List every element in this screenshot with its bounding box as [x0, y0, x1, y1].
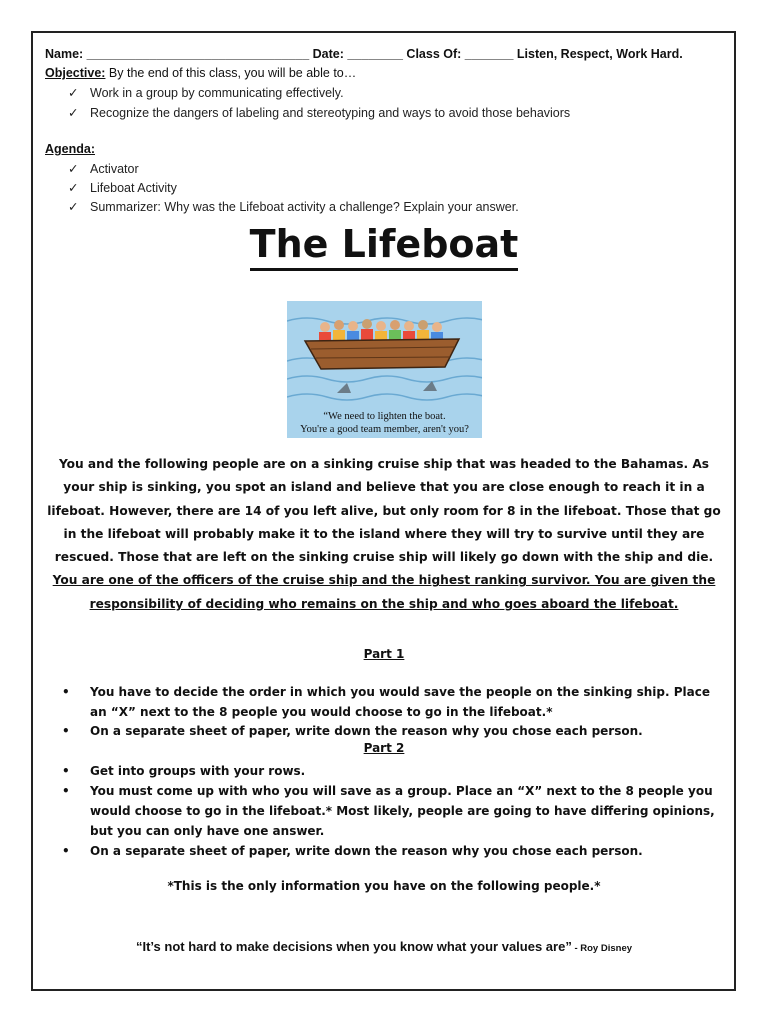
objective-label: Objective:: [45, 66, 106, 80]
checkmark-icon: ✓: [68, 200, 79, 214]
objective-text: By the end of this class, you will be able to…: [105, 66, 357, 80]
objective-item: ✓ Recognize the dangers of labeling and stereotyping and ways to avoid those behaviors: [68, 106, 571, 120]
list-item: • Get into groups with your rows.: [62, 761, 727, 781]
scenario-paragraph: [44, 453, 724, 616]
bullet-icon: •: [62, 724, 70, 738]
agenda-item: ✓ Activator: [68, 162, 139, 176]
quote-text: “It’s not hard to make decisions when you know what your values are”: [135, 939, 572, 954]
part-1-heading: Part 1: [363, 647, 405, 661]
checkmark-icon: ✓: [68, 162, 79, 176]
list-item: • You must come up with who you will save as a group. Place an “X” next to the 8 people you would choose to go in the lifeboat.* Most likely, people are going to have differing opinions, but you can only have one answer.: [62, 781, 727, 841]
list-item: • On a separate sheet of paper, write down the reason why you chose each person.: [62, 841, 727, 861]
checkmark-icon: ✓: [68, 106, 79, 120]
cartoon-caption: “We need to lighten the boat. You're a good team member, aren't you?: [300, 411, 469, 435]
bullet-icon: •: [62, 844, 70, 858]
objective-item: ✓ Work in a group by communicating effectively.: [68, 86, 344, 100]
information-note: *This is the only information you have on the following people.*: [167, 879, 601, 893]
list-item: • You have to decide the order in which you would save the people on the sinking ship. Place an “X” next to the 8 people you would choose to go in the lifeboat.*: [62, 682, 727, 722]
scenario-text: You and the following people are on a sinking cruise ship that was headed to the Bahamas. As your ship is sinking, you spot an island and believe that you are close enough to reach it in a lifeboat. However, there are 14 of you left alive, but only room for 8 in the lifeboat. Those that go in the lifeboat will probably make it to the island where they will try to survive until they are rescued. Those that are left on the sinking cruise ship will likely go down with the ship and die.: [47, 457, 721, 565]
quote-author: - Roy Disney: [571, 943, 633, 954]
checkmark-icon: ✓: [68, 86, 79, 100]
agenda-heading: Agenda:: [45, 142, 95, 156]
page-title: The Lifeboat: [0, 222, 768, 266]
list-item: • On a separate sheet of paper, write down the reason why you chose each person.: [62, 721, 727, 741]
quote-line: [0, 939, 768, 954]
scenario-underlined-text: You are one of the officers of the cruise ship and the highest ranking survivor. You are given the responsibility of deciding who remains on the ship and who goes aboard the lifeboat.: [52, 573, 716, 611]
objective-line: [45, 66, 356, 80]
part-2-heading: Part 2: [363, 741, 405, 755]
header-line: Name: ________________________________ Date: ________ Class Of: _______ Listen, Respect, Work Hard.: [45, 47, 683, 61]
bullet-icon: •: [62, 764, 70, 778]
agenda-item: ✓ Lifeboat Activity: [68, 181, 177, 195]
bullet-icon: •: [62, 685, 70, 699]
bullet-icon: •: [62, 784, 70, 798]
checkmark-icon: ✓: [68, 181, 79, 195]
agenda-item: ✓ Summarizer: Why was the Lifeboat activity a challenge? Explain your answer.: [68, 200, 519, 214]
